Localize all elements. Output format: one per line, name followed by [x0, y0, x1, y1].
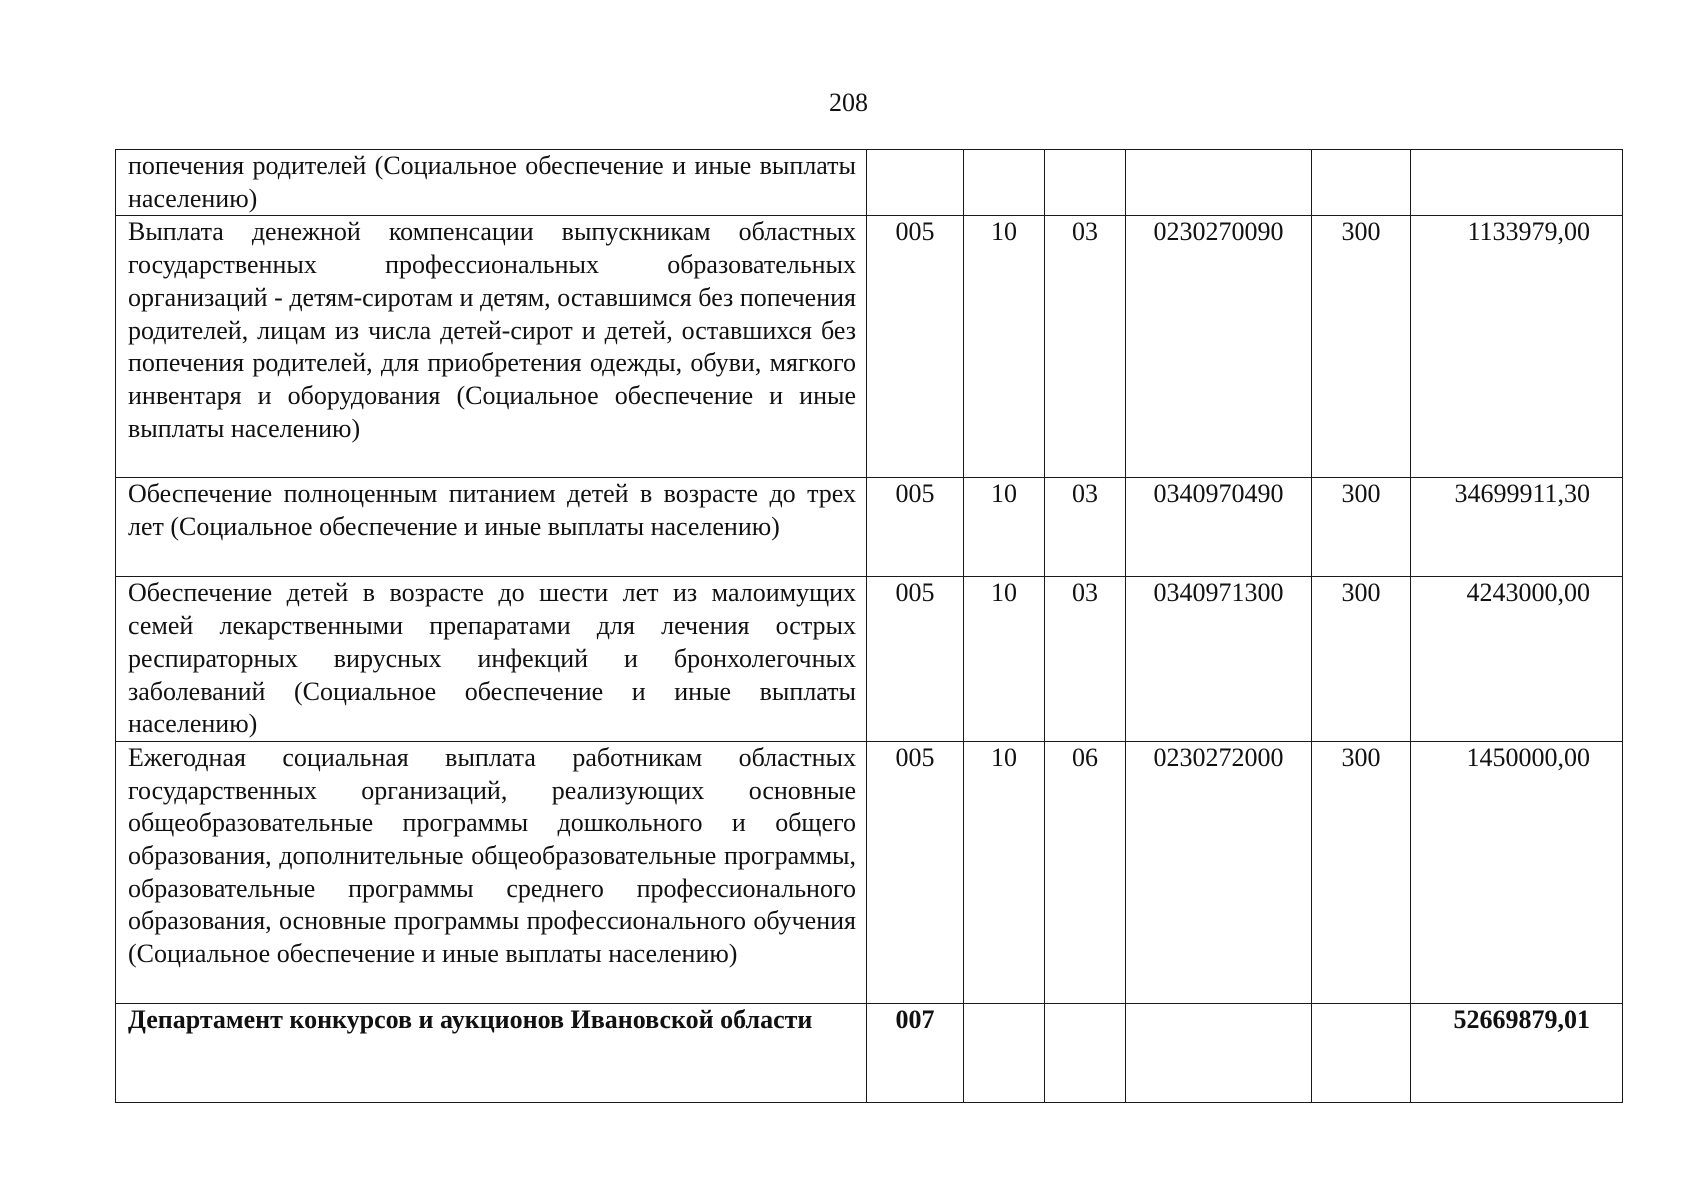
department-total-amount-cell: 52669879,01: [1411, 1003, 1623, 1102]
table-row: [116, 150, 1623, 216]
target-article-code-cell: 0340970490: [1126, 478, 1312, 577]
amount-cell: 4243000,00: [1411, 577, 1623, 742]
subsection-code-cell: [1045, 1003, 1126, 1102]
section-code-cell: [964, 150, 1045, 216]
expense-type-code-cell: [1312, 150, 1411, 216]
table-row: [116, 216, 1623, 478]
expense-type-code-cell: 300: [1312, 577, 1411, 742]
table-row: [116, 741, 1623, 1003]
subsection-code-cell: 03: [1045, 216, 1126, 478]
expense-type-code-cell: 300: [1312, 478, 1411, 577]
amount-cell: 34699911,30: [1411, 478, 1623, 577]
grbs-code-cell: [867, 150, 964, 216]
target-article-code-cell: 0230270090: [1126, 216, 1312, 478]
grbs-code-cell: 005: [867, 577, 964, 742]
grbs-code-cell: 007: [867, 1003, 964, 1102]
target-article-code-cell: [1126, 150, 1312, 216]
budget-table: [115, 149, 1623, 1103]
grbs-code-cell: 005: [867, 741, 964, 1003]
subsection-code-cell: 03: [1045, 577, 1126, 742]
grbs-code-cell: 005: [867, 216, 964, 478]
table-row: [116, 577, 1623, 742]
section-code-cell: 10: [964, 577, 1045, 742]
table-row: [116, 478, 1623, 577]
subsection-code-cell: 06: [1045, 741, 1126, 1003]
target-article-code-cell: 0230272000: [1126, 741, 1312, 1003]
expense-type-code-cell: 300: [1312, 741, 1411, 1003]
section-code-cell: 10: [964, 741, 1045, 1003]
section-code-cell: 10: [964, 216, 1045, 478]
page-number: 208: [829, 88, 868, 117]
subsection-code-cell: 03: [1045, 478, 1126, 577]
amount-cell: 1133979,00: [1411, 216, 1623, 478]
expense-type-code-cell: [1312, 1003, 1411, 1102]
section-code-cell: 10: [964, 478, 1045, 577]
subsection-code-cell: [1045, 150, 1126, 216]
department-name-cell: Департамент конкурсов и аукционов Ивановской области: [116, 1003, 867, 1102]
row-name-cell: Выплата денежной компенсации выпускникам областных государственных профессиональных образовательных организаций - детям-сиротам и детям, оставшимся без попечения родителей, лицам из числа детей-сирот и детей, оставшихся без попечения родителей, для приобретения одежды, обуви, мягкого инвентаря и оборудования (Социальное обеспечение и иные выплаты населению): [116, 216, 867, 478]
row-name-cell: попечения родителей (Социальное обеспечение и иные выплаты населению): [116, 150, 867, 216]
section-code-cell: [964, 1003, 1045, 1102]
expense-type-code-cell: 300: [1312, 216, 1411, 478]
target-article-code-cell: [1126, 1003, 1312, 1102]
row-name-cell: Обеспечение детей в возрасте до шести лет из малоимущих семей лекарственными препаратами для лечения острых респираторных вирусных инфекций и бронхолегочных заболеваний (Социальное обеспечение и иные выплаты населению): [116, 577, 867, 742]
target-article-code-cell: 0340971300: [1126, 577, 1312, 742]
grbs-code-cell: 005: [867, 478, 964, 577]
amount-cell: 1450000,00: [1411, 741, 1623, 1003]
table-row-department-total: [116, 1003, 1623, 1102]
row-name-cell: Ежегодная социальная выплата работникам областных государственных организаций, реализующих основные общеобразовательные программы дошкольного и общего образования, дополнительные общеобразовательные программы, образовательные программы среднего профессионального образования, основные программы профессионального обучения (Социальное обеспечение и иные выплаты населению): [116, 741, 867, 1003]
row-name-cell: Обеспечение полноценным питанием детей в возрасте до трех лет (Социальное обеспечение и иные выплаты населению): [116, 478, 867, 577]
amount-cell: [1411, 150, 1623, 216]
